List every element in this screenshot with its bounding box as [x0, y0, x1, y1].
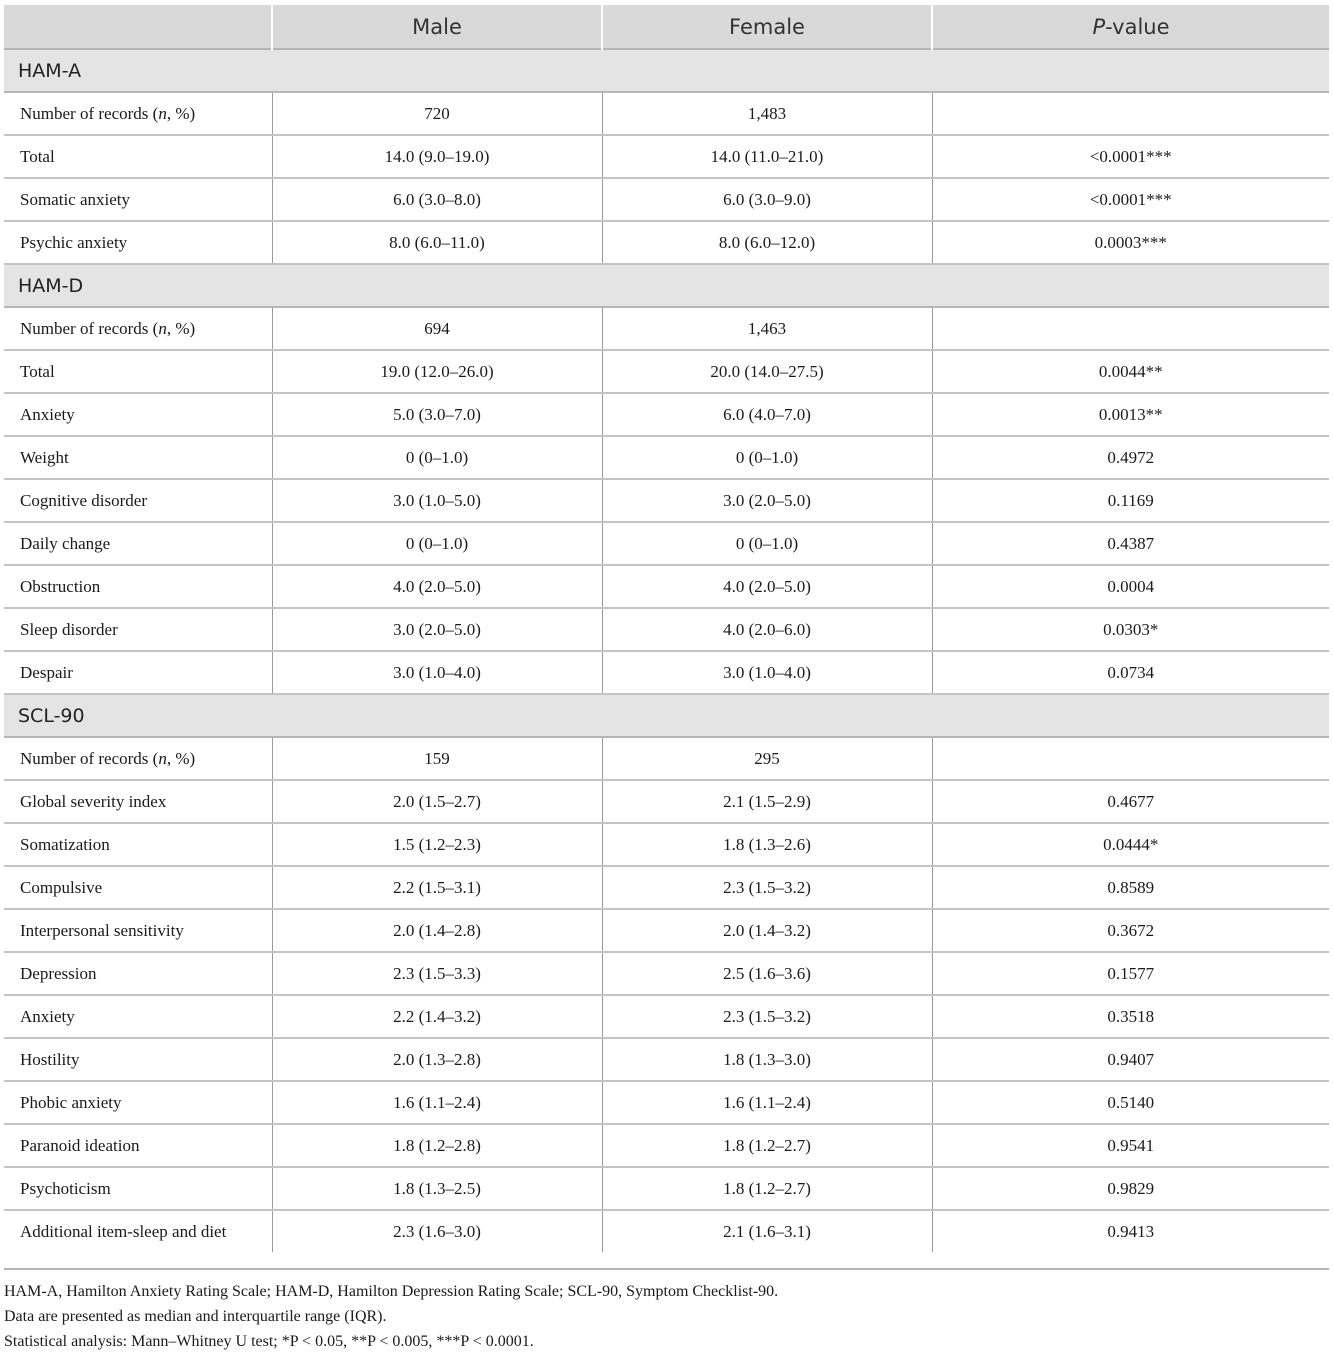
row-label: Anxiety	[4, 393, 272, 436]
table-header	[4, 5, 1329, 49]
female-value: 2.1 (1.6–3.1)	[602, 1210, 932, 1252]
header-female: Female	[602, 5, 932, 49]
row-label-pre: Number of records (	[20, 318, 159, 338]
p-value: 0.4677	[932, 780, 1329, 823]
footnote-data-presentation: Data are presented as median and interquartile range (IQR).	[4, 1308, 387, 1325]
row-label: Interpersonal sensitivity	[4, 909, 272, 952]
male-value: 1.8 (1.2–2.8)	[272, 1124, 602, 1167]
row-label	[4, 307, 272, 350]
p-value: 0.4972	[932, 436, 1329, 479]
female-value: 1.6 (1.1–2.4)	[602, 1081, 932, 1124]
footnote-abbreviations: HAM-A, Hamilton Anxiety Rating Scale; HAM-D, Hamilton Depression Rating Scale; SCL-90, Symptom Checklist-90.	[4, 1283, 779, 1300]
table-row	[4, 1210, 1329, 1252]
male-value: 1.6 (1.1–2.4)	[272, 1081, 602, 1124]
p-value: 0.0444*	[932, 823, 1329, 866]
row-label: Despair	[4, 651, 272, 694]
header-p-italic: P	[1092, 14, 1106, 39]
p-value	[932, 307, 1329, 350]
female-value: 2.3 (1.5–3.2)	[602, 866, 932, 909]
p-value: 0.0003***	[932, 221, 1329, 264]
female-value: 1.8 (1.3–3.0)	[602, 1038, 932, 1081]
header-row	[4, 5, 1329, 49]
female-value: 2.5 (1.6–3.6)	[602, 952, 932, 995]
row-label	[4, 737, 272, 780]
female-value: 0 (0–1.0)	[602, 436, 932, 479]
male-value: 694	[272, 307, 602, 350]
female-value: 3.0 (2.0–5.0)	[602, 479, 932, 522]
table-body	[4, 49, 1329, 1252]
p-value: 0.0303*	[932, 608, 1329, 651]
p-value	[932, 92, 1329, 135]
table-row	[4, 737, 1329, 780]
table-row	[4, 92, 1329, 135]
table-row	[4, 436, 1329, 479]
row-label: Daily change	[4, 522, 272, 565]
row-label: Compulsive	[4, 866, 272, 909]
female-value: 0 (0–1.0)	[602, 522, 932, 565]
p-value: 0.1577	[932, 952, 1329, 995]
female-value: 1,463	[602, 307, 932, 350]
row-label: Total	[4, 350, 272, 393]
row-label: Cognitive disorder	[4, 479, 272, 522]
female-value: 2.1 (1.5–2.9)	[602, 780, 932, 823]
male-value: 0 (0–1.0)	[272, 522, 602, 565]
female-value: 4.0 (2.0–6.0)	[602, 608, 932, 651]
table-row	[4, 823, 1329, 866]
table-row	[4, 135, 1329, 178]
row-label: Phobic anxiety	[4, 1081, 272, 1124]
section-row	[4, 49, 1329, 92]
p-value: <0.0001***	[932, 178, 1329, 221]
row-label-pre: Number of records (	[20, 103, 159, 123]
header-male: Male	[272, 5, 602, 49]
table-row	[4, 307, 1329, 350]
female-value: 6.0 (3.0–9.0)	[602, 178, 932, 221]
table-row	[4, 995, 1329, 1038]
table-row	[4, 522, 1329, 565]
female-value: 295	[602, 737, 932, 780]
female-value: 2.3 (1.5–3.2)	[602, 995, 932, 1038]
female-value: 20.0 (14.0–27.5)	[602, 350, 932, 393]
p-value: <0.0001***	[932, 135, 1329, 178]
p-value: 0.0013**	[932, 393, 1329, 436]
male-value: 1.8 (1.3–2.5)	[272, 1167, 602, 1210]
p-value: 0.4387	[932, 522, 1329, 565]
row-label: Weight	[4, 436, 272, 479]
row-label-pre: Number of records (	[20, 748, 159, 768]
male-value: 19.0 (12.0–26.0)	[272, 350, 602, 393]
male-value: 2.0 (1.5–2.7)	[272, 780, 602, 823]
table-row	[4, 608, 1329, 651]
p-value: 0.9541	[932, 1124, 1329, 1167]
male-value: 0 (0–1.0)	[272, 436, 602, 479]
male-value: 6.0 (3.0–8.0)	[272, 178, 602, 221]
row-label-post: , %)	[166, 748, 196, 768]
male-value: 8.0 (6.0–11.0)	[272, 221, 602, 264]
female-value: 2.0 (1.4–3.2)	[602, 909, 932, 952]
row-label-italic: n	[158, 748, 167, 768]
row-label-italic: n	[158, 318, 167, 338]
section-title: HAM-A	[4, 49, 1329, 92]
p-value: 0.8589	[932, 866, 1329, 909]
table-row	[4, 651, 1329, 694]
row-label: Psychoticism	[4, 1167, 272, 1210]
table-row	[4, 952, 1329, 995]
section-title: HAM-D	[4, 264, 1329, 307]
table-row	[4, 178, 1329, 221]
row-label: Sleep disorder	[4, 608, 272, 651]
male-value: 3.0 (2.0–5.0)	[272, 608, 602, 651]
table-row	[4, 866, 1329, 909]
p-value: 0.0734	[932, 651, 1329, 694]
male-value: 14.0 (9.0–19.0)	[272, 135, 602, 178]
row-label: Obstruction	[4, 565, 272, 608]
male-value: 5.0 (3.0–7.0)	[272, 393, 602, 436]
male-value: 720	[272, 92, 602, 135]
p-value: 0.9413	[932, 1210, 1329, 1252]
table-bottom-rule	[4, 1268, 1329, 1270]
male-value: 2.3 (1.6–3.0)	[272, 1210, 602, 1252]
p-value	[932, 737, 1329, 780]
female-value: 1.8 (1.2–2.7)	[602, 1167, 932, 1210]
male-value: 4.0 (2.0–5.0)	[272, 565, 602, 608]
header-p-value	[932, 5, 1329, 49]
section-title: SCL-90	[4, 694, 1329, 737]
male-value: 3.0 (1.0–4.0)	[272, 651, 602, 694]
table-row	[4, 1124, 1329, 1167]
p-value: 0.5140	[932, 1081, 1329, 1124]
p-value: 0.0044**	[932, 350, 1329, 393]
p-value: 0.3518	[932, 995, 1329, 1038]
p-value: 0.0004	[932, 565, 1329, 608]
row-label: Psychic anxiety	[4, 221, 272, 264]
section-row	[4, 264, 1329, 307]
table-row	[4, 1167, 1329, 1210]
table-row	[4, 565, 1329, 608]
p-value: 0.1169	[932, 479, 1329, 522]
row-label: Total	[4, 135, 272, 178]
footnote-statistics: Statistical analysis: Mann–Whitney U test; *P < 0.05, **P < 0.005, ***P < 0.0001.	[4, 1333, 534, 1350]
row-label: Additional item-sleep and diet	[20, 1221, 227, 1241]
male-value: 2.3 (1.5–3.3)	[272, 952, 602, 995]
female-value: 6.0 (4.0–7.0)	[602, 393, 932, 436]
male-value: 2.0 (1.3–2.8)	[272, 1038, 602, 1081]
row-label	[4, 92, 272, 135]
row-label: Hostility	[4, 1038, 272, 1081]
p-value: 0.9829	[932, 1167, 1329, 1210]
table-row	[4, 780, 1329, 823]
male-value: 2.2 (1.4–3.2)	[272, 995, 602, 1038]
table-row	[4, 1081, 1329, 1124]
female-value: 1.8 (1.3–2.6)	[602, 823, 932, 866]
table-row	[4, 221, 1329, 264]
row-label: Somatic anxiety	[4, 178, 272, 221]
row-label-post: , %)	[166, 103, 196, 123]
row-label-italic: n	[158, 103, 167, 123]
p-value: 0.9407	[932, 1038, 1329, 1081]
table-row	[4, 1038, 1329, 1081]
table-row	[4, 479, 1329, 522]
male-value: 159	[272, 737, 602, 780]
male-value: 1.5 (1.2–2.3)	[272, 823, 602, 866]
female-value: 14.0 (11.0–21.0)	[602, 135, 932, 178]
row-label: Depression	[4, 952, 272, 995]
row-label: Anxiety	[4, 995, 272, 1038]
table-footnotes	[4, 1279, 1324, 1354]
header-p-rest: -value	[1105, 14, 1170, 39]
female-value: 4.0 (2.0–5.0)	[602, 565, 932, 608]
row-label: Somatization	[4, 823, 272, 866]
section-row	[4, 694, 1329, 737]
results-table	[4, 5, 1329, 1252]
male-value: 2.2 (1.5–3.1)	[272, 866, 602, 909]
female-value: 8.0 (6.0–12.0)	[602, 221, 932, 264]
table-row	[4, 393, 1329, 436]
male-value: 2.0 (1.4–2.8)	[272, 909, 602, 952]
table-row	[4, 350, 1329, 393]
table-row	[4, 909, 1329, 952]
row-label: Paranoid ideation	[4, 1124, 272, 1167]
female-value: 3.0 (1.0–4.0)	[602, 651, 932, 694]
female-value: 1,483	[602, 92, 932, 135]
p-value: 0.3672	[932, 909, 1329, 952]
row-label: Global severity index	[4, 780, 272, 823]
male-value: 3.0 (1.0–5.0)	[272, 479, 602, 522]
row-label-post: , %)	[166, 318, 196, 338]
header-blank-cell	[4, 5, 272, 49]
results-table-container	[4, 5, 1329, 1252]
female-value: 1.8 (1.2–2.7)	[602, 1124, 932, 1167]
